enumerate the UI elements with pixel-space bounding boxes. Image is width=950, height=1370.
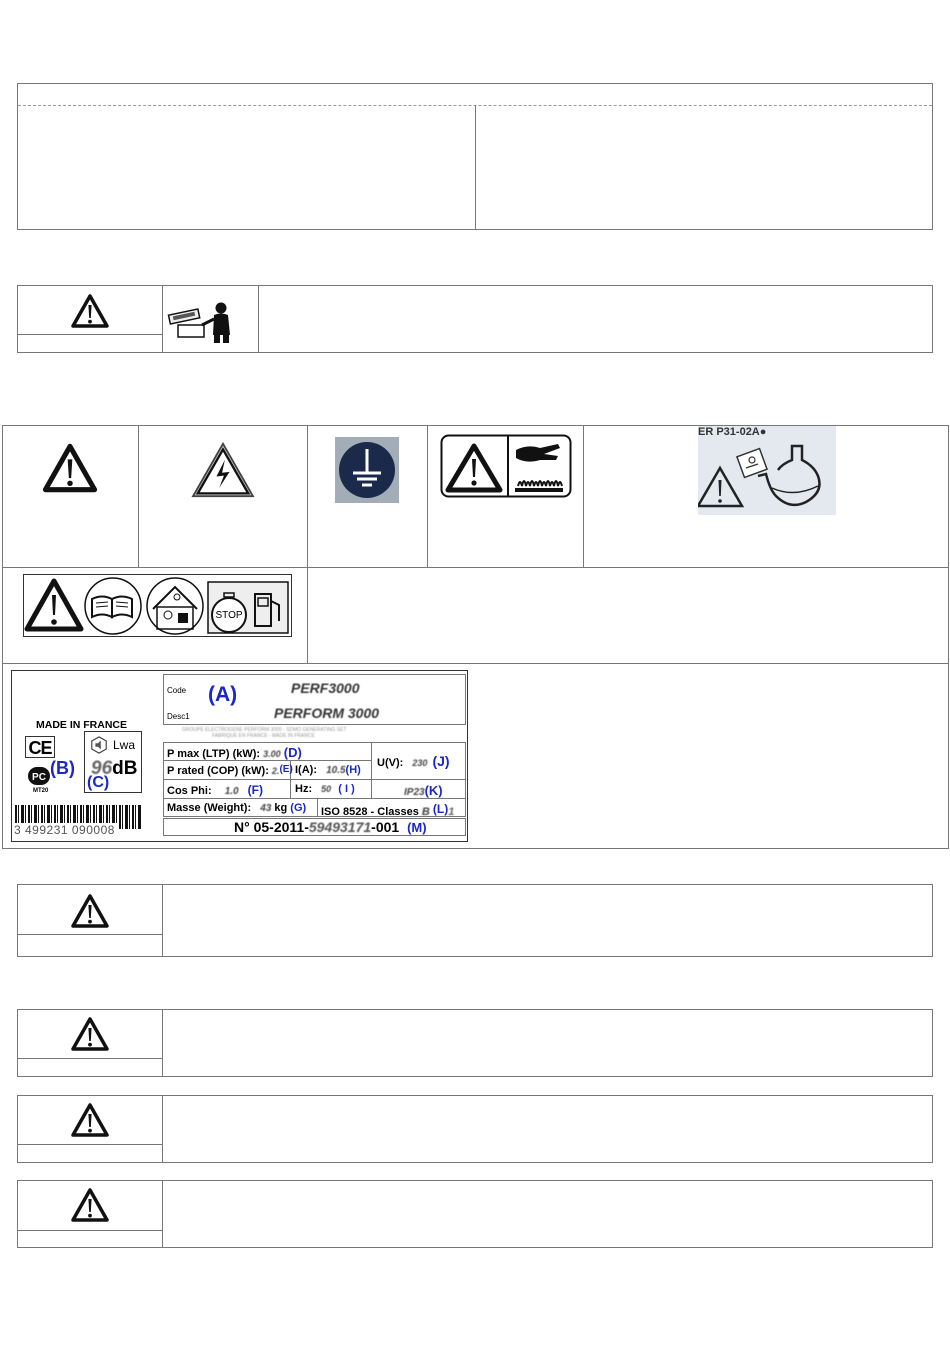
symbols-row1-divider-4 bbox=[583, 426, 584, 567]
earth-ground-icon bbox=[335, 437, 399, 503]
prated-value: 2. bbox=[271, 766, 280, 776]
symbols-table bbox=[2, 425, 949, 849]
warning-label-divider bbox=[18, 1144, 163, 1145]
hz-label: Hz: bbox=[295, 783, 313, 795]
warning-icon bbox=[71, 1016, 109, 1052]
symbols-row-separator-2 bbox=[3, 663, 948, 664]
fine-print-2: FABRIQUE EN FRANCE - MADE IN FRANCE bbox=[212, 733, 315, 739]
symbols-row1-divider-1 bbox=[138, 426, 139, 567]
symbols-row1-divider-3 bbox=[427, 426, 428, 567]
spec-col-sep-d bbox=[317, 798, 318, 817]
cosphi-value: 1.0 bbox=[224, 786, 239, 797]
voltage-value: 230 bbox=[412, 758, 428, 768]
desc-label: Desc1 bbox=[167, 712, 190, 721]
operator-at-panel-icon bbox=[166, 295, 236, 343]
iso-label: ISO 8528 - Classes bbox=[321, 806, 419, 818]
serial-blurred: 59493171 bbox=[308, 819, 372, 835]
warning-label-divider bbox=[18, 934, 163, 935]
symbols-row1-divider-2 bbox=[307, 426, 308, 567]
ip-line bbox=[404, 783, 443, 798]
code-value: PERF3000 bbox=[291, 680, 360, 696]
hot-surface-warning-icon bbox=[440, 434, 572, 498]
warning-box-3-label bbox=[18, 1096, 163, 1162]
symbols-row-separator-1 bbox=[3, 567, 948, 568]
warning-icon bbox=[71, 293, 109, 329]
warning-label-divider bbox=[18, 1058, 163, 1059]
serial-box bbox=[163, 818, 466, 836]
high-voltage-icon bbox=[190, 441, 256, 499]
marker-h: (H) bbox=[345, 764, 361, 776]
spec-grid bbox=[163, 742, 466, 817]
symbols-row2-divider bbox=[307, 567, 308, 663]
warning-box-1 bbox=[17, 884, 933, 957]
warning-label-cell bbox=[18, 286, 163, 352]
combined-warning-label-icons bbox=[24, 575, 292, 637]
marker-l: (L) bbox=[432, 802, 449, 816]
warning-icon bbox=[71, 893, 109, 929]
code-label: Code bbox=[167, 686, 187, 695]
ip-value: IP23 bbox=[404, 787, 425, 798]
current-value: 10.5 bbox=[326, 765, 346, 776]
cosphi-line bbox=[167, 783, 263, 797]
marker-d: (D) bbox=[283, 745, 302, 760]
ce-mark bbox=[25, 736, 55, 758]
combined-warning-label bbox=[23, 574, 292, 637]
serial-line bbox=[234, 819, 427, 835]
mass-unit: kg bbox=[274, 802, 288, 814]
marker-c: (C) bbox=[87, 774, 110, 791]
mt-code: MT20 bbox=[33, 788, 49, 794]
lwa-label: Lwa bbox=[113, 738, 136, 752]
warning-box-4 bbox=[17, 1180, 933, 1248]
db-unit: dB bbox=[112, 758, 138, 779]
marker-k: (K) bbox=[424, 783, 443, 798]
iso-line bbox=[321, 802, 454, 818]
marker-m: (M) bbox=[407, 820, 427, 835]
general-warning-icon bbox=[42, 442, 98, 494]
warning-box-1-label bbox=[18, 885, 163, 956]
bsi-label-panel bbox=[698, 426, 836, 515]
noise-box bbox=[84, 731, 142, 793]
marker-f: (F) bbox=[247, 783, 263, 797]
warning-icon bbox=[71, 1187, 109, 1223]
spec-col-sep-a bbox=[371, 743, 372, 779]
rc-mark bbox=[28, 767, 50, 785]
rc-mark-text: PC bbox=[32, 772, 46, 783]
barcode-digits: 3 499231 090008 bbox=[14, 823, 115, 837]
marker-a: (A) bbox=[208, 683, 238, 706]
fine-print-1: GROUPE ELECTROGENE PERFORM 3000 - SDMO GENERATING SET bbox=[182, 727, 347, 733]
iso-suffix: 1 bbox=[448, 806, 455, 818]
operator-pictogram-cell bbox=[163, 286, 259, 352]
hz-line bbox=[295, 783, 355, 795]
marker-i: ( I ) bbox=[338, 783, 355, 795]
pmax-value: 3.00 bbox=[263, 749, 281, 759]
cosphi-label: Cos Phi: bbox=[167, 785, 212, 797]
current-line bbox=[295, 764, 361, 776]
serial-prefix: N° 05-2011- bbox=[234, 819, 309, 835]
spec-row-sep-3 bbox=[164, 798, 465, 799]
marker-j: (J) bbox=[432, 753, 450, 769]
warning-label-divider bbox=[18, 1230, 163, 1231]
pmax-line bbox=[167, 745, 302, 760]
serial-suffix: -001 bbox=[371, 819, 400, 835]
warning-box-4-label bbox=[18, 1181, 163, 1247]
rating-plate bbox=[11, 670, 468, 842]
prated-label: P rated (COP) (kW): bbox=[167, 765, 269, 777]
warning-icon bbox=[71, 1102, 109, 1138]
mass-label: Masse (Weight): bbox=[167, 802, 252, 814]
spec-row-sep-1 bbox=[164, 760, 371, 761]
voltage-line bbox=[377, 753, 450, 769]
spec-row-sep-2 bbox=[164, 779, 465, 780]
bsi-label-icon bbox=[698, 440, 836, 515]
info-table bbox=[17, 83, 933, 230]
warning-box-3 bbox=[17, 1095, 933, 1163]
marker-e: (E) bbox=[279, 764, 293, 775]
warning-box-operator bbox=[17, 285, 933, 353]
mass-value: 43 bbox=[260, 803, 272, 814]
bsi-label-code: ER P31-02A● bbox=[698, 426, 767, 438]
code-desc-box bbox=[163, 674, 466, 725]
ce-mark-text: CE bbox=[28, 738, 52, 758]
desc-value: PERFORM 3000 bbox=[274, 705, 380, 721]
spec-col-sep-c bbox=[371, 779, 372, 798]
stop-text: STOP bbox=[215, 610, 243, 621]
current-label: I(A): bbox=[295, 764, 317, 776]
info-table-divider bbox=[475, 105, 476, 230]
hz-value: 50 bbox=[321, 784, 332, 794]
made-in-label: MADE IN FRANCE bbox=[36, 719, 127, 731]
warning-box-2 bbox=[17, 1009, 933, 1077]
warning-label-divider bbox=[18, 334, 163, 335]
marker-b: (B) bbox=[50, 758, 75, 778]
voltage-label: U(V): bbox=[377, 757, 404, 769]
mass-line bbox=[167, 802, 306, 814]
pmax-label: P max (LTP) (kW): bbox=[167, 748, 261, 760]
prated-line bbox=[167, 764, 293, 777]
warning-box-2-label bbox=[18, 1010, 163, 1076]
noise-level-icon bbox=[90, 736, 108, 754]
db-value: 96 bbox=[91, 758, 113, 779]
iso-class: B bbox=[421, 806, 430, 818]
marker-g: (G) bbox=[290, 802, 307, 814]
